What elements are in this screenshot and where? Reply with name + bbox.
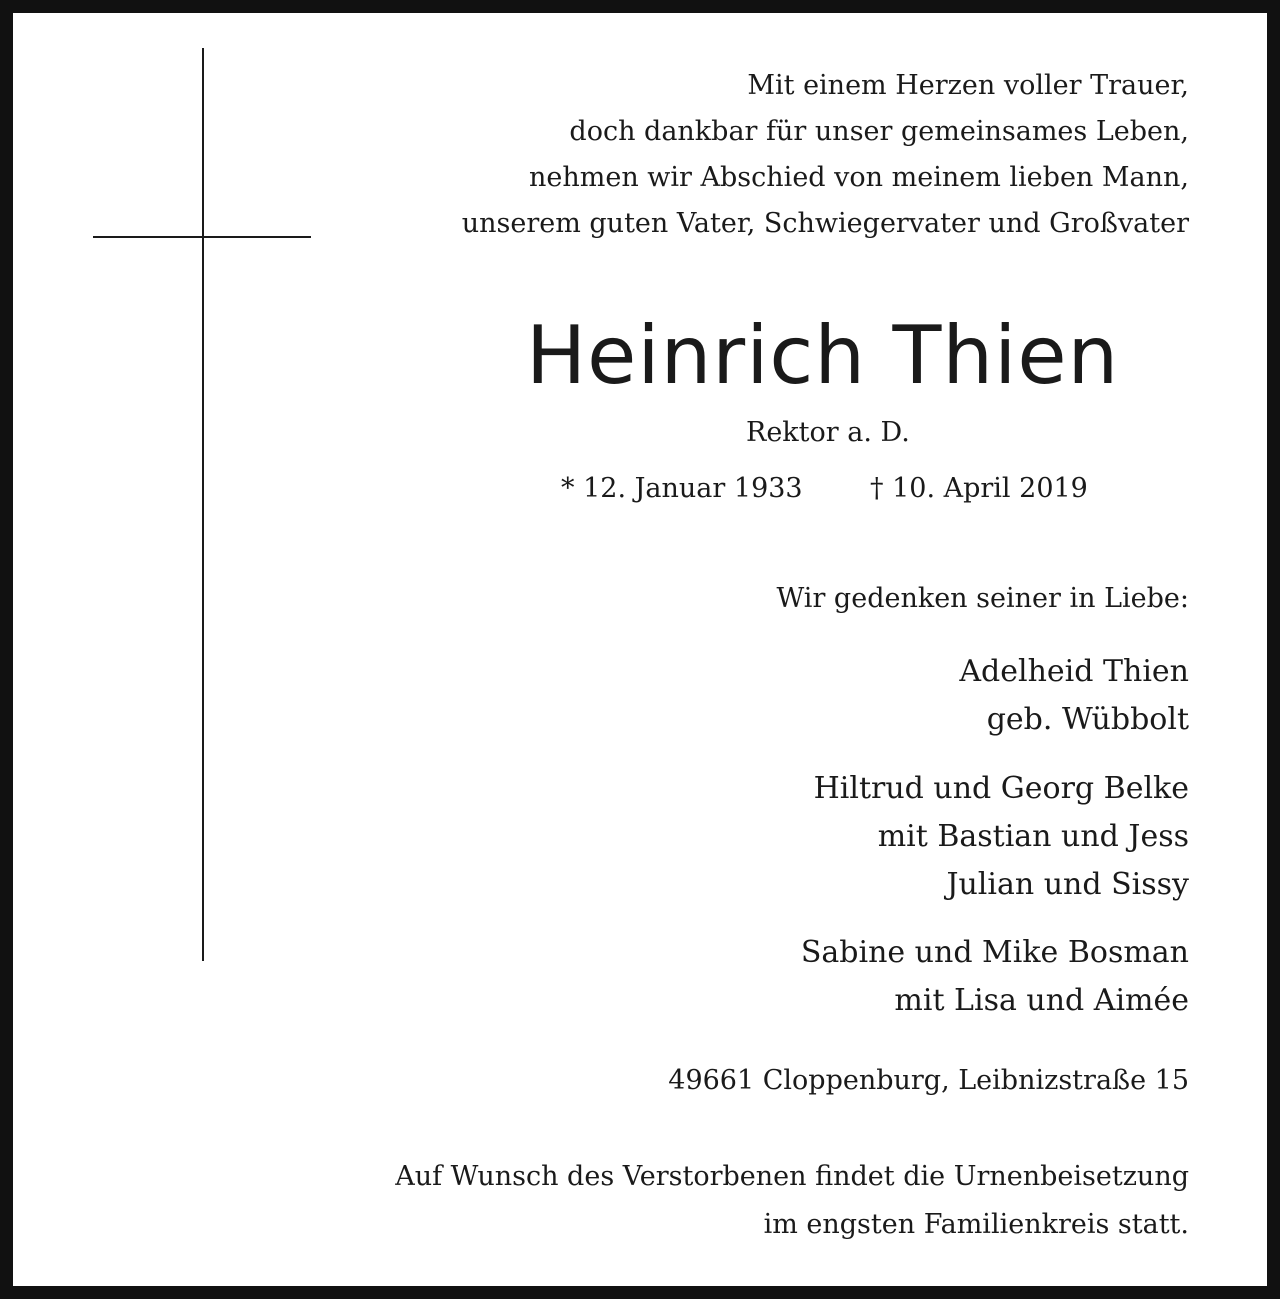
family-group-bosman [801,929,1189,1025]
address: 49661 Cloppenburg, Leibnizstraße 15 [668,1065,1189,1096]
intro-line: Mit einem Herzen voller Trauer, [747,70,1189,101]
family-group-spouse [959,648,1189,744]
note-line: im engsten Familienkreis statt. [763,1209,1189,1240]
intro-line: nehmen wir Abschied von meinem lieben Mann, [528,162,1189,193]
cross-vertical-bar [202,48,204,961]
intro-line: unserem guten Vater, Schwiegervater und Großvater [461,208,1189,239]
burial-note [395,1153,1189,1249]
intro-text [462,63,1189,247]
family-line: mit Bastian und Jess [877,819,1189,854]
family-group-belke [814,765,1189,909]
deceased-name: Heinrich Thien [526,309,1120,402]
memory-line: Wir gedenken seiner in Liebe: [776,583,1189,614]
family-line: Julian und Sissy [946,867,1189,902]
family-line: Hiltrud und Georg Belke [813,771,1189,806]
note-line: Auf Wunsch des Verstorbenen findet die Urnenbeisetzung [395,1161,1189,1192]
cross-horizontal-bar [93,236,311,238]
family-line: mit Lisa und Aimée [894,983,1189,1018]
family-line: Adelheid Thien [959,654,1189,689]
family-line: geb. Wübbolt [986,702,1189,737]
death-date: † 10. April 2019 [870,473,1088,504]
birth-date: * 12. Januar 1933 [561,473,803,504]
deceased-title: Rektor a. D. [746,417,910,448]
family-line: Sabine und Mike Bosman [800,935,1189,970]
intro-line: doch dankbar für unser gemeinsames Leben, [569,116,1189,147]
